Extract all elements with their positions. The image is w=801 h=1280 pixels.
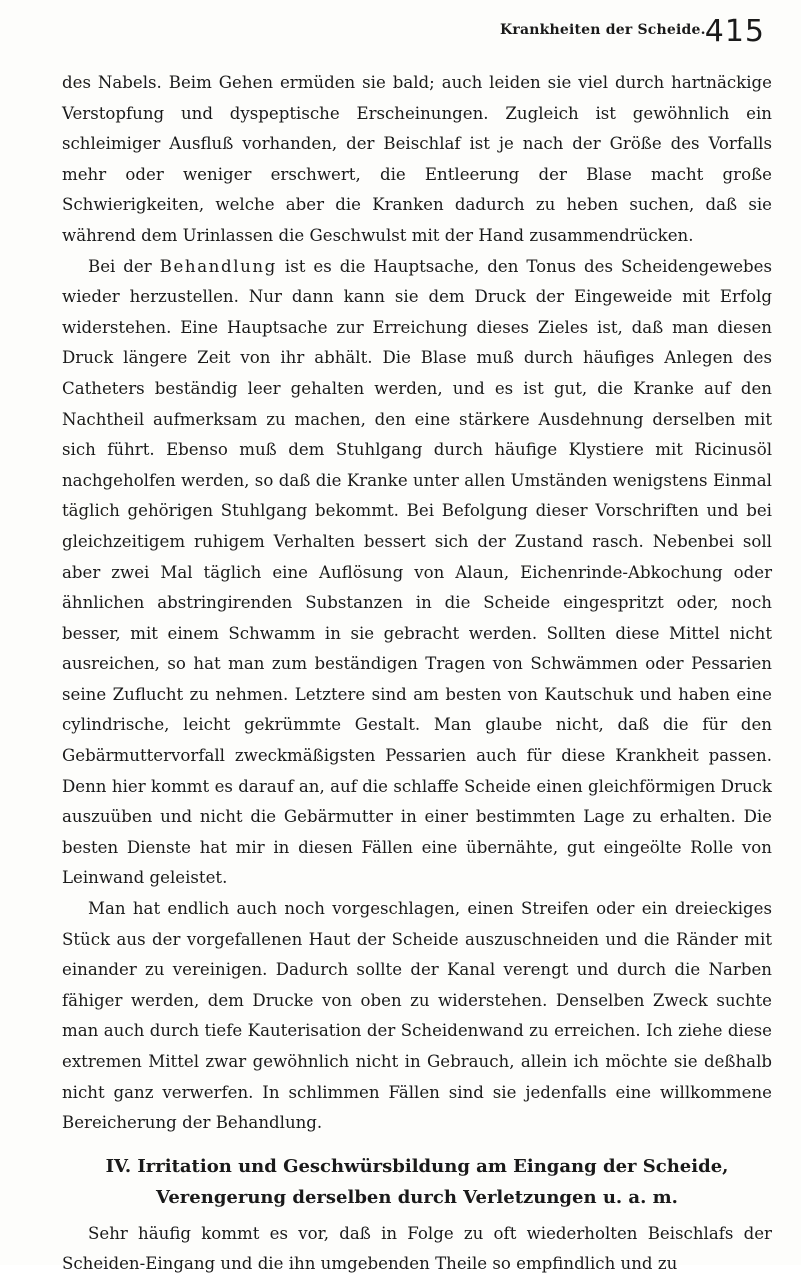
paragraph-surgical: Man hat endlich auch noch vorgeschlagen, einen Streifen oder ein dreieckiges Stück aus der vorgefallenen Haut der Scheide auszuschneiden und die Ränder mit einander zu vereinigen. Dadurch sollte der Kanal verengt und durch die Narben fähiger werden, dem Drucke von oben zu widerstehen. Denselben Zweck suchte man auch durch tiefe Kauterisation der Scheidenwand zu erreichen. Ich ziehe diese extremen Mittel zwar gewöhnlich nicht in Gebrauch, allein ich möchte sie deßhalb nicht ganz verwerfen. In schlimmen Fällen sind sie jedenfalls eine willkommene Bereicherung der Behandlung. xyxy=(62,899,772,1133)
page-number: 415 xyxy=(704,14,765,49)
paragraph-irritation: Sehr häufig kommt es vor, daß in Folge zu oft wiederholten Beischlafs der Scheiden-Eingang und die ihn umgebenden Theile so empfindlich und zu xyxy=(62,1223,772,1274)
section-heading: IV. Irritation und Geschwürsbildung am Eingang der Scheide, Verengerung derselben durch Verletzungen u. a. m. xyxy=(105,1155,729,1208)
paragraph-treatment xyxy=(62,252,772,894)
body-text xyxy=(62,68,772,1280)
running-head-title: Krankheiten der Scheide. xyxy=(500,22,706,38)
treatment-emphasis: Behandlung xyxy=(159,256,277,276)
treatment-lead: Bei der xyxy=(88,256,160,276)
treatment-text: ist es die Hauptsache, den Tonus des Scheidengewebes wieder herzustellen. Nur dann kann sie dem Druck der Eingeweide mit Erfolg widerstehen. Eine Hauptsache zur Erreichung dieses Zieles ist, daß man diesen Druck längere Zeit von ihr abhält. Die Blase muß durch häufiges Anlegen des Catheters beständig leer gehalten werden, und es ist gut, die Kranke auf den Nachtheil aufmerksam zu machen, den eine stärkere Ausdehnung derselben mit sich führt. Ebenso muß dem Stuhlgang durch häufige Klystiere mit Ricinusöl nachgeholfen werden, so daß die Kranke unter allen Umständen wenigstens Einmal täglich gehörigen Stuhlgang bekommt. Bei Befolgung dieser Vorschriften und bei gleichzeitigem ruhigem Verhalten bessert sich der Zustand rasch. Nebenbei soll aber zwei Mal täglich eine Auflösung von Alaun, Eichenrinde-Abkochung oder ähnlichen abstringirenden Substanzen in die Scheide eingespritzt oder, noch besser, mit einem Schwamm in sie gebracht werden. Sollten diese Mittel nicht ausreichen, so hat man zum beständigen Tragen von Schwämmen oder Pessarien seine Zuflucht zu nehmen. Letztere sind am besten von Kautschuk und haben eine cylindrische, leicht gekrümmte Gestalt. Man glaube nicht, daß die für den Gebärmuttervorfall zweckmäßigsten Pessarien auch für diese Krankheit passen. Denn hier kommt es darauf an, auf die schlaffe Scheide einen gleichförmigen Druck auszuüben und nicht die Gebärmutter in einer bestimmten Lage zu erhalten. Die besten Dienste hat mir in diesen Fällen eine übernähte, gut eingeölte Rolle von Leinwand geleistet. xyxy=(62,256,772,888)
paragraph-symptoms: des Nabels. Beim Gehen ermüden sie bald; auch leiden sie viel durch hartnäckige Verstopfung und dyspeptische Erscheinungen. Zugleich ist gewöhnlich ein schleimiger Ausfluß vorhanden, der Beischlaf ist je nach der Größe des Vorfalls mehr oder weniger erschwert, die Entleerung der Blase macht große Schwierigkeiten, welche aber die Kranken dadurch zu heben suchen, daß sie während dem Urinlassen die Geschwulst mit der Hand zusammendrücken. xyxy=(62,73,772,245)
running-head xyxy=(60,14,773,58)
